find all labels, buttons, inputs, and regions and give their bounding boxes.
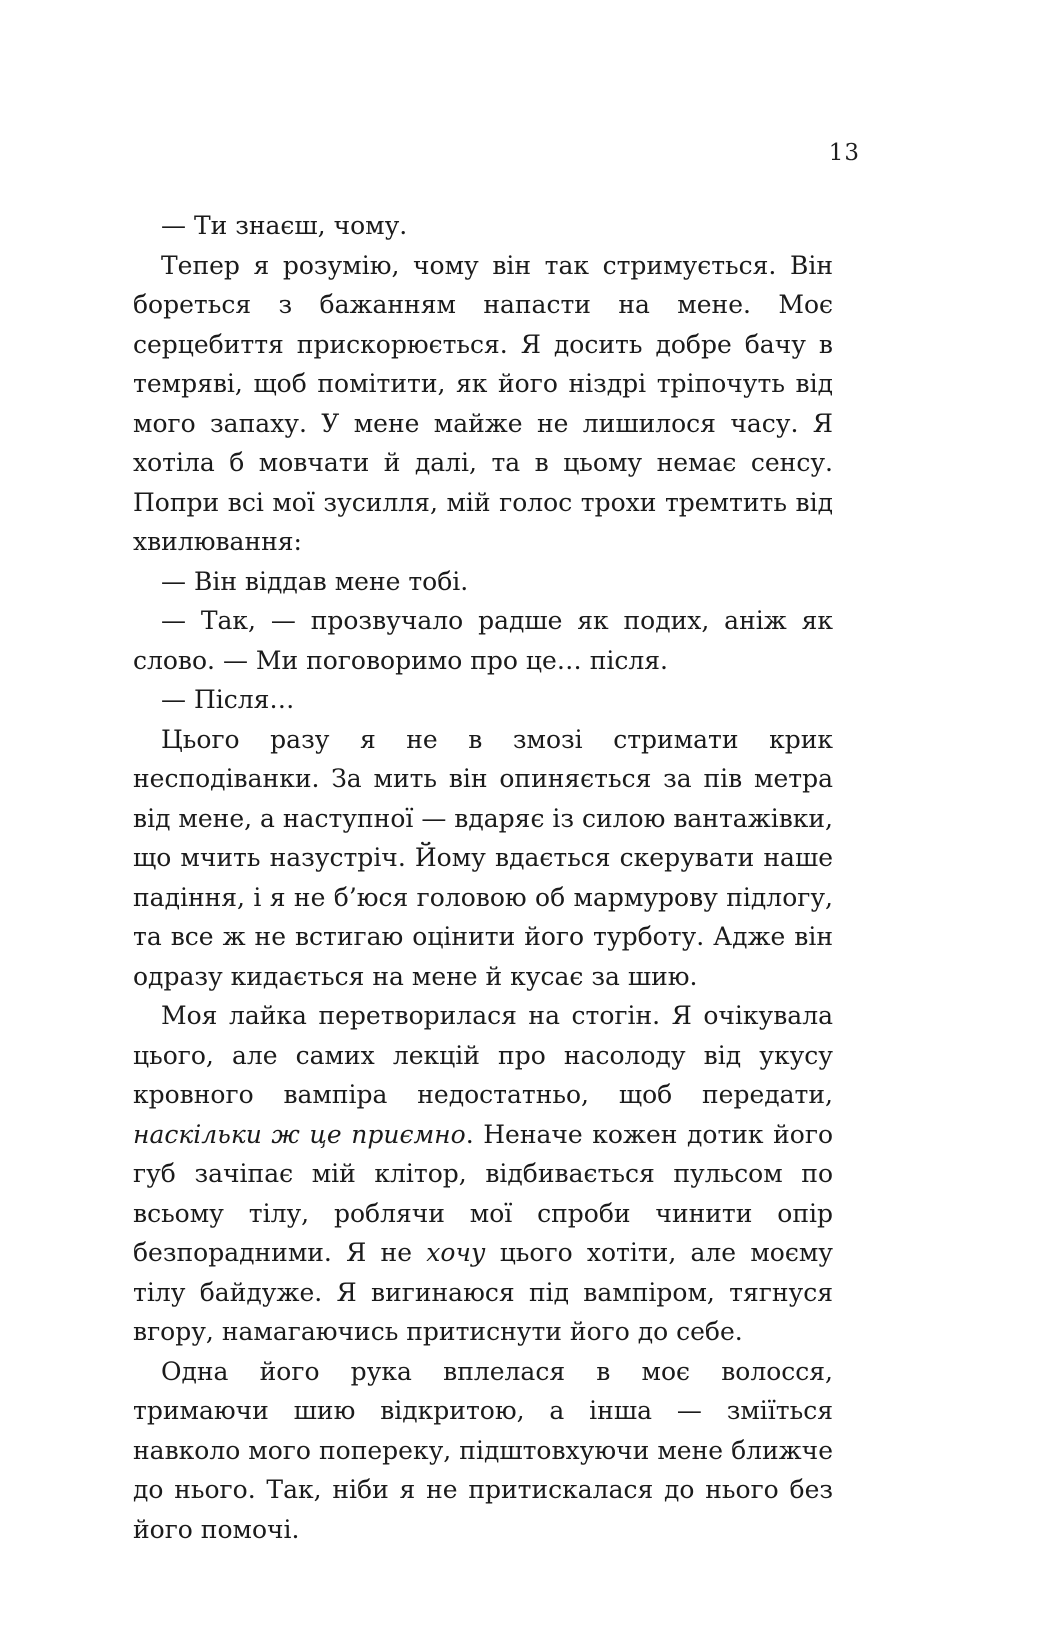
dialogue-line: — Після… <box>161 685 295 714</box>
paragraph <box>133 206 833 246</box>
page-number: 13 <box>828 140 860 166</box>
paragraph <box>133 680 833 720</box>
narrative-text: Моя лайка перетворилася на стогін. Я очікувала цього, але самих лекцій про насолоду від укусу кровного вампіра недостатньо, щоб передати, <box>133 1001 833 1109</box>
dialogue-line: — Ти знаєш, чому. <box>161 211 408 240</box>
paragraph <box>133 562 833 602</box>
paragraph <box>133 601 833 680</box>
narrative-text: Тепер я розумію, чому він так стримується. Він бореться з бажанням напасти на мене. Моє серцебиття прискорюється. Я досить добре бачу в темряві, щоб помітити, як його ніздрі тріпочуть від мого запаху. У мене майже не лишилося часу. Я хотіла б мовчати й далі, та в цьому немає сенсу. Попри всі мої зусилля, мій голос трохи тремтить від хвилювання: <box>133 250 833 556</box>
narrative-text: цього хотіти, але моєму тілу байдуже. Я вигинаюся під вампіром, тягнуся вгору, намагаючись притиснути його до себе. <box>133 1238 833 1346</box>
paragraph <box>133 1352 833 1550</box>
narrative-text: . Неначе кожен дотик його губ зачіпає мій клітор, відбивається пульсом по всьому тілу, роблячи мої спроби чинити опір безпорадними. Я не <box>133 1119 833 1267</box>
emphasis-text: хочу <box>426 1238 486 1267</box>
paragraph <box>133 720 833 997</box>
dialogue-line: — Так, — прозвучало радше як подих, аніж як слово. — Ми поговоримо про це… після. <box>133 606 833 675</box>
emphasis-text: наскільки ж це приємно <box>133 1119 466 1149</box>
narrative-text: Одна його рука вплелася в моє волосся, тримаючи шию відкритою, а інша — зміїться навколо мого попереку, підштовхуючи мене ближче до нього. Так, ніби я не притискалася до нього без його помочі. <box>133 1356 833 1544</box>
narrative-text: Цього разу я не в змозі стримати крик несподіванки. За мить він опиняється за пів метра від мене, а наступної — вдаряє із силою вантажівки, що мчить назустріч. Йому вдається скерувати наше падіння, і я не б’юся головою об мармурову підлогу, та все ж не встигаю оцінити його турботу. Адже він одразу кидається на мене й кусає за шию. <box>133 724 833 991</box>
body-text <box>133 206 833 1549</box>
dialogue-line: — Він віддав мене тобі. <box>161 566 469 596</box>
paragraph <box>133 996 833 1352</box>
paragraph <box>133 246 833 562</box>
